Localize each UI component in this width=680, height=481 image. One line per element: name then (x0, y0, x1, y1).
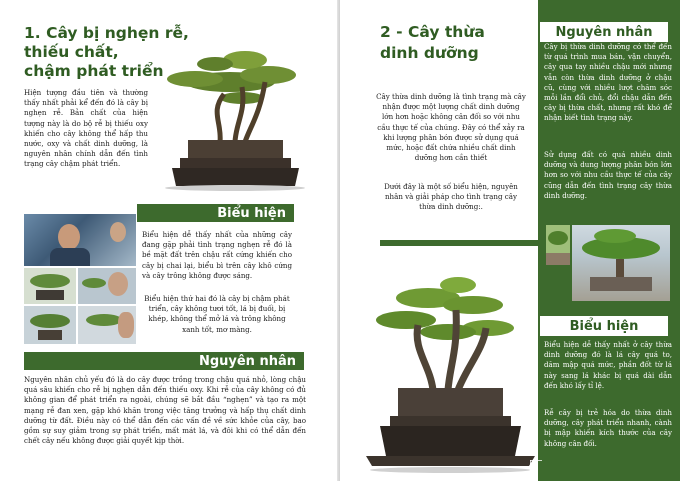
right-divider (380, 240, 540, 246)
left-symptoms-heading (137, 204, 294, 222)
bonsai-illustration-large (358, 270, 538, 475)
left-symptoms-heading-text: Biểu hiện (217, 205, 286, 221)
left-symptoms-p1: Biểu hiện dễ thấy nhất của những cây đang gặp phải tình trạng nghẹn rễ đó là bề mặt đất trên chậu rất cứng khiến cho cây bị chai lại, biểu bì trên cây khô cứng và cây trông không được sáng. (142, 230, 292, 280)
bonsai-photo-3 (24, 306, 76, 344)
right-title-line-2: dinh dưỡng (380, 44, 479, 62)
right-symptoms-p1: Biểu hiện dễ thấy nhất ở cây thừa dinh dưỡng đó là lá cây quá to, dăm mập quá mức, phần đốt từ lá này sang lá khác bị quá dài dẫn đến khó lấy tỉ lệ. (544, 340, 672, 390)
bonsai-photo-2 (78, 268, 136, 304)
right-page-title (380, 22, 485, 64)
left-cause-text: Nguyên nhân chủ yếu đó là do cây được trồng trong chậu quá nhỏ, lòng chậu quá sâu khiến cho rễ bị nghẹn dẫn đến thiếu oxy. Khi rễ của cây không có đủ không gian để phát triển ra ngoài, chúng sẽ bắt đầu “nghẹn” và tạo ra một mạng rễ đan xen, gặp khó khăn trong việc tăng trưởng và hấp thụ chất dinh dưỡng từ đất. Điều này có thể dẫn đến các vấn đề về sức khỏe của cây, bao gồm sự suy giảm trong sự phát triển, mất mát lá, và đôi khi có thể dẫn đến chết cây nếu không được giải quyết kịp thời. (24, 375, 306, 446)
left-symptoms-p2: Biểu hiện thứ hai đó là cây bị chậm phát triển, cây không tươi tốt, lá bị đuối, bị khép, không thể mở lá và trông không xanh tốt, mơ màng. (144, 294, 290, 334)
right-symptoms-p2: Rễ cây bị trẻ hóa do thừa dinh dưỡng, cây phát triển nhanh, cành bị mập khiến kích thước của cây không cân đối. (544, 408, 672, 448)
left-cause-heading (24, 352, 304, 370)
right-intro-p2: Dưới đây là một số biểu hiện, nguyên nhân và giải pháp cho tình trạng cây thừa dinh dưỡng:. (384, 182, 518, 212)
right-symptoms-heading-text: Biểu hiện (569, 318, 639, 334)
right-cause-heading-text: Nguyên nhân (555, 24, 653, 40)
bonsai-photo-1 (24, 268, 76, 304)
right-cause-heading (540, 22, 668, 42)
left-title-line-3: chậm phát triển (24, 62, 164, 80)
bonsai-garden-photo-2 (572, 225, 670, 301)
left-cause-heading-text: Nguyên nhân (198, 353, 296, 369)
right-cause-p2: Sử dụng đất có quá nhiều dinh dưỡng và dung lượng phân bón lớn hơn so với nhu cầu thực tế của cây cũng dẫn đến tình trạng cây thừa dinh dưỡng. (544, 150, 672, 200)
bonsai-garden-photo-1 (546, 225, 570, 265)
right-intro-p1: Cây thừa dinh dưỡng là tình trạng mà cây nhận được một lượng chất dinh dưỡng lớn hơn hoặc không cân đối so với nhu cầu thực tế của chúng. Đây có thể xảy ra khi lượng phân bón được sử dụng quá mức, hoặc đất chứa nhiều chất dinh dưỡng hơn cần thiết (376, 92, 526, 163)
bonsai-photo-4 (78, 306, 136, 344)
left-title-line-2: thiếu chất, (24, 43, 119, 61)
left-intro: Hiện tượng đầu tiên và thường thấy nhất phải kể đến đó là cây bị nghẹn rễ. Bản chất của hiện tượng này là do bộ rễ bị thiếu oxy khiến cho cây không thể hấp thu nước, oxy và chất dinh dưỡng, là nguyên nhân chính dẫn đến tình trạng cây chậm phát triển. (24, 88, 148, 169)
right-symptoms-heading (540, 316, 668, 336)
bonsai-illustration (150, 42, 305, 192)
right-title-line-1: 2 - Cây thừa (380, 23, 485, 41)
left-title-line-1: 1. Cây bị nghẹn rễ, (24, 24, 189, 42)
right-page (340, 0, 680, 481)
corner-ornament-icon (530, 460, 542, 472)
right-cause-p1: Cây bị thừa dinh dưỡng có thể đến từ quá trình mua bán, vận chuyển, cây qua tay nhiều chậu mới nhưng vẫn còn thừa dinh dưỡng ở chậu cũ, cùng với nhiều lượt chăm sóc mỗi lần đổi chủ, đổi chậu dẫn đến cây bị thừa chất, nhưng rất khó để nhận biết tình trạng này. (544, 42, 672, 123)
people-photo (24, 214, 136, 266)
